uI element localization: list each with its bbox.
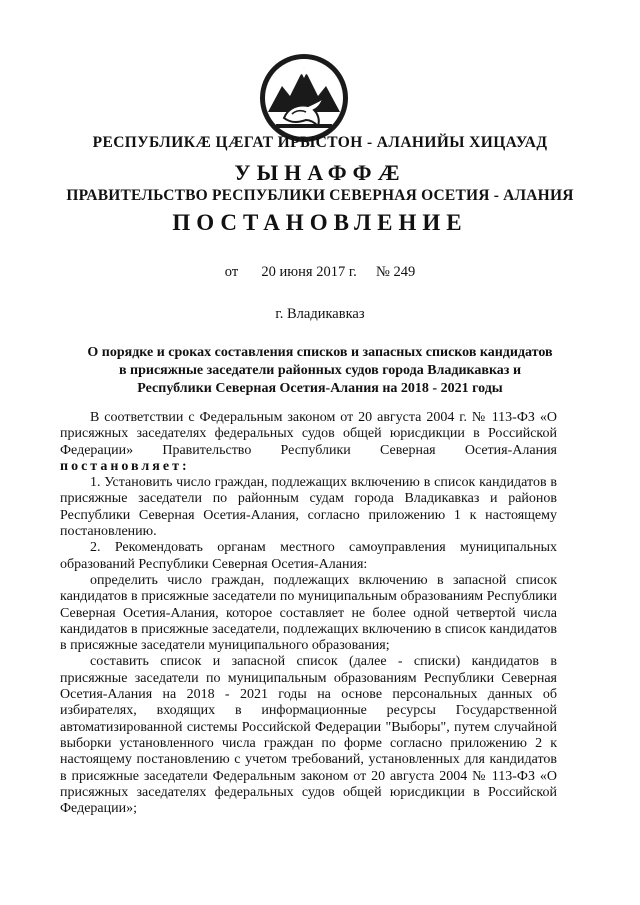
- body-paragraph-3: определить число граждан, подлежащих включению в запасной список кандидатов в присяжные заседатели по муниципальным образованиям Республики Северная Осетия-Алания, которое составляет не более одной четвертой числа кандидатов в присяжные заседатели, подлежащих включению в список кандидатов в присяжные заседатели муниципального образования;: [60, 572, 557, 654]
- title-line: в присяжные заседатели районных судов города Владикавказ и: [118, 363, 522, 378]
- russian-decree-heading: ПОСТАНОВЛЕНИЕ: [172, 210, 468, 235]
- decree-date: 20 июня 2017 г.: [261, 264, 357, 280]
- body-paragraph-1: 1. Установить число граждан, подлежащих включению в список кандидатов в присяжные заседатели по районным судам города Владикавказ и районов Республики Северная Осетия-Алания, согласно приложению 1 к настоящему постановлению.: [60, 475, 557, 540]
- body-paragraph-2: 2. Рекомендовать органам местного самоуправления муниципальных образований Республики Северная Осетия-Алания:: [60, 540, 557, 572]
- ossetian-decree-heading: УЫНАФФӔ: [234, 160, 406, 185]
- dateline-from: от: [224, 264, 239, 280]
- decree-number: № 249: [376, 264, 416, 280]
- body-paragraph-4: составить список и запасной список (далее - списки) кандидатов в присяжные заседатели по муниципальным образованиям Республики Северная Осетия-Алания на 2018 - 2021 годы на основе персональных данных об избирателях, входящих в информационные ресурсы Государственной автоматизированной системы Российской Федерации "Выборы", путем случайной выборки установленного числа граждан по форме согласно приложению 2 к настоящему постановлению с учетом требований, установленных для кандидатов в присяжные заседатели Федеральным законом от 20 августа 2004 № 113-ФЗ «О присяжных заседателях федеральных судов общей юрисдикции в Российской Федерации»;: [60, 654, 557, 817]
- decree-city: г. Владикавказ: [275, 306, 365, 322]
- preamble-text: В соответствии с Федеральным законом от 20 августа 2004 г. № 113-ФЗ «О присяжных заседателях федеральных судов общей юрисдикции в Российской Федерации» Правительство Республики Северная Осетия-Алания: [60, 410, 557, 458]
- decree-body: [60, 410, 557, 817]
- title-line: О порядке и сроках составления списков и запасных списков кандидатов: [87, 345, 553, 360]
- resolves-keyword: постановляет:: [60, 458, 190, 474]
- decree-title: [40, 344, 600, 398]
- ossetian-government-heading: РЕСПУБЛИКӔ ЦӔГАТ ИРЫСТОН - АЛАНИЙЫ ХИЦАУАД: [92, 134, 548, 151]
- title-line: Республики Северная Осетия-Алания на 2018 - 2021 годы: [137, 381, 503, 396]
- decree-dateline: [40, 264, 600, 281]
- russian-government-heading: ПРАВИТЕЛЬСТВО РЕСПУБЛИКИ СЕВЕРНАЯ ОСЕТИЯ - АЛАНИЯ: [66, 187, 574, 204]
- body-paragraph-preamble: [60, 410, 557, 475]
- coat-of-arms-emblem-icon: [258, 52, 350, 144]
